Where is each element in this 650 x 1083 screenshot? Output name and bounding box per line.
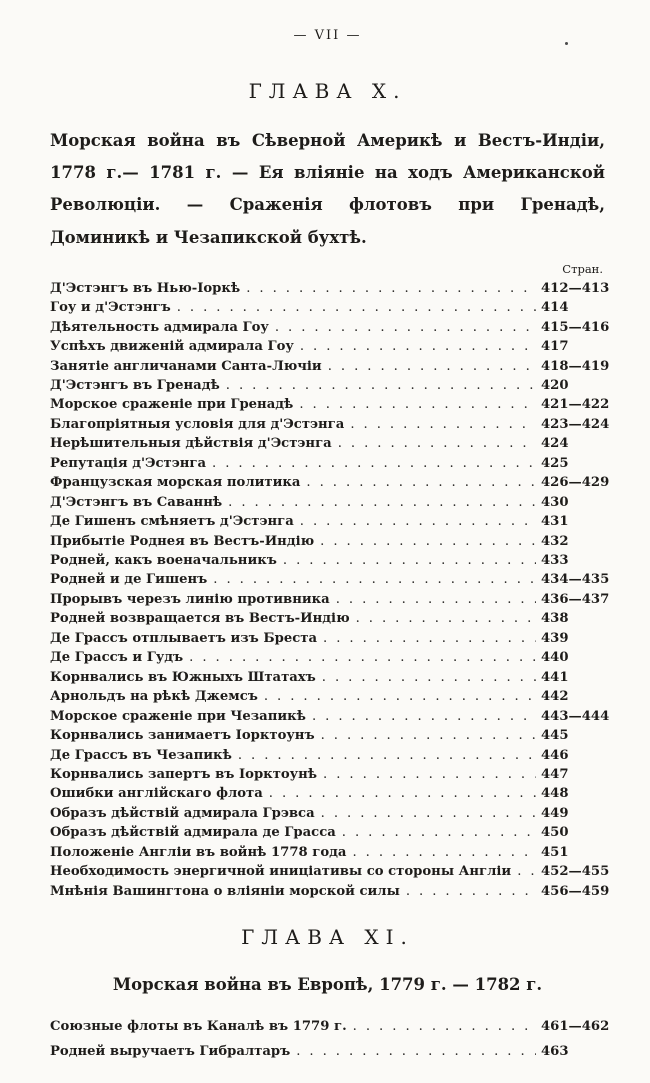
toc-entry-pages: 448 xyxy=(541,786,569,802)
toc-entry xyxy=(50,707,610,726)
toc-entry-title: Корнвались въ Южныхъ Штатахъ xyxy=(50,669,316,685)
toc-entry-title: Прибытіе Роднея въ Вестъ-Индію xyxy=(50,533,315,549)
dot-leader xyxy=(338,434,536,453)
toc-entry-pages: 415—416 xyxy=(541,319,610,335)
toc-entry xyxy=(50,434,605,453)
toc-entry-pages: 431 xyxy=(541,514,569,530)
toc-entry-pages: 447 xyxy=(541,767,569,783)
chapter-x-toc xyxy=(50,279,610,902)
toc-entry-pages: 424 xyxy=(541,436,569,452)
dot-leader xyxy=(300,512,536,531)
toc-entry-pages: 449 xyxy=(541,805,569,821)
toc-entry xyxy=(50,1014,610,1039)
toc-entry-pages: 425 xyxy=(541,455,569,471)
dot-leader xyxy=(323,765,536,784)
toc-entry xyxy=(50,337,605,356)
toc-entry xyxy=(50,843,605,862)
toc-entry-title: Нерѣшительныя дѣйствія д'Эстэнга xyxy=(50,436,332,452)
toc-entry-pages: 433 xyxy=(541,553,569,569)
chapter-x-summary: Морская война въ Сѣверной Америкѣ и Вестъ-Индіи, 1778 г.— 1781 г. — Ея вліяніе на ходъ Американской Революціи. — Сраженія флотовъ при Гренадѣ, Доминикѣ и Чезапикской бухтѣ. xyxy=(50,131,605,247)
toc-entry-pages: 451 xyxy=(541,844,569,860)
toc-entry xyxy=(50,765,605,784)
dot-leader xyxy=(356,609,536,628)
dot-leader xyxy=(350,415,536,434)
toc-entry-title: Репутація д'Эстэнга xyxy=(50,455,207,471)
toc-entry-title: Положеніе Англіи въ войнѣ 1778 года xyxy=(50,844,347,860)
toc-entry-title: Союзные флоты въ Каналѣ въ 1779 г. xyxy=(50,1019,347,1035)
toc-entry-pages: 436—437 xyxy=(541,591,610,607)
toc-entry-title: Морское сраженіе при Гренадѣ xyxy=(50,397,294,413)
toc-entry-pages: 414 xyxy=(541,300,569,316)
toc-entry-title: Корнвались запертъ въ Іорктоунѣ xyxy=(50,767,318,783)
toc-entry-pages: 423—424 xyxy=(541,416,610,432)
toc-entry xyxy=(50,570,610,589)
dot-leader xyxy=(213,570,536,589)
toc-entry xyxy=(50,746,605,765)
toc-entry-pages: 450 xyxy=(541,825,569,841)
dot-leader xyxy=(328,357,536,376)
dot-leader xyxy=(177,298,536,317)
toc-entry-pages: 434—435 xyxy=(541,572,610,588)
toc-entry-title: Корнвались занимаетъ Іорктоунъ xyxy=(50,728,315,744)
toc-entry-pages: 426—429 xyxy=(541,475,610,491)
dot-leader xyxy=(320,532,536,551)
dot-leader xyxy=(299,395,536,414)
toc-entry xyxy=(50,512,605,531)
toc-entry xyxy=(50,648,605,667)
dot-leader xyxy=(306,473,536,492)
chapter-xi-toc xyxy=(50,1014,610,1064)
dot-leader xyxy=(269,784,536,803)
dot-leader xyxy=(321,804,536,823)
dot-leader xyxy=(406,882,536,901)
toc-entry-pages: 440 xyxy=(541,650,569,666)
dot-leader xyxy=(321,726,536,745)
toc-entry-title: Д'Эстэнгъ въ Гренадѣ xyxy=(50,377,220,393)
toc-entry-pages: 463 xyxy=(541,1044,569,1060)
dot-leader xyxy=(264,687,536,706)
toc-entry-title: Благопріятныя условія для д'Эстэнга xyxy=(50,416,345,432)
toc-entry-pages: 461—462 xyxy=(541,1019,610,1035)
toc-entry xyxy=(50,862,610,881)
toc-entry xyxy=(50,376,605,395)
toc-entry xyxy=(50,473,610,492)
pages-column-header: Стран. xyxy=(562,261,603,276)
toc-entry-title: Арнольдъ на рѣкѣ Джемсъ xyxy=(50,689,258,705)
dot-leader xyxy=(312,707,536,726)
toc-entry xyxy=(50,454,605,473)
toc-entry-title: Родней выручаетъ Гибралтаръ xyxy=(50,1044,291,1060)
dot-leader xyxy=(189,648,536,667)
toc-entry xyxy=(50,279,610,298)
dot-leader xyxy=(238,746,536,765)
dot-leader xyxy=(342,823,536,842)
toc-entry-pages: 441 xyxy=(541,669,569,685)
toc-entry-title: Необходимость энергичной иниціативы со стороны Англіи xyxy=(50,864,512,880)
toc-entry-pages: 452—455 xyxy=(541,864,610,880)
toc-entry xyxy=(50,784,605,803)
dot-leader xyxy=(228,493,536,512)
dot-leader xyxy=(336,590,536,609)
toc-entry-pages: 445 xyxy=(541,728,569,744)
chapter-xi-summary: Морская война въ Европѣ, 1779 г. — 1782 г. xyxy=(112,975,543,995)
toc-entry xyxy=(50,804,605,823)
toc-entry-title: Де Грассъ и Гудъ xyxy=(50,650,184,666)
toc-entry-pages: 446 xyxy=(541,747,569,763)
toc-entry-title: Гоу и д'Эстэнгъ xyxy=(50,300,171,316)
toc-entry-title: Д'Эстэнгъ въ Нью-Іоркѣ xyxy=(50,280,241,296)
toc-entry-title: Де Грассъ отплываетъ изъ Бреста xyxy=(50,630,317,646)
dot-leader xyxy=(353,1014,536,1039)
dot-leader xyxy=(517,862,536,881)
toc-entry-title: Родней и де Гишенъ xyxy=(50,572,208,588)
toc-entry xyxy=(50,357,610,376)
toc-entry-title: Успѣхъ движеній адмирала Гоу xyxy=(50,339,294,355)
dot-leader xyxy=(212,454,536,473)
toc-entry-pages: 430 xyxy=(541,494,569,510)
dot-leader xyxy=(352,843,536,862)
toc-entry-pages: 412—413 xyxy=(541,280,610,296)
toc-entry-pages: 442 xyxy=(541,689,569,705)
toc-entry-title: Д'Эстэнгъ въ Саваннѣ xyxy=(50,494,223,510)
toc-entry-pages: 417 xyxy=(541,339,569,355)
toc-entry xyxy=(50,551,605,570)
toc-entry-title: Ошибки англійскаго флота xyxy=(50,786,263,802)
toc-entry xyxy=(50,415,610,434)
toc-entry-title: Де Гишенъ смѣняетъ д'Эстэнга xyxy=(50,514,294,530)
dot-leader xyxy=(275,318,536,337)
toc-entry-pages: 418—419 xyxy=(541,358,610,374)
toc-entry xyxy=(50,590,610,609)
toc-entry-title: Морское сраженіе при Чезапикѣ xyxy=(50,708,306,724)
toc-entry-pages: 456—459 xyxy=(541,883,610,899)
dot-leader xyxy=(283,551,536,570)
toc-entry-pages: 439 xyxy=(541,630,569,646)
dot-leader xyxy=(322,668,536,687)
scan-speck-dot xyxy=(565,42,568,45)
chapter-x-heading: ГЛАВА X. xyxy=(248,79,407,103)
toc-entry xyxy=(50,1039,605,1064)
dot-leader xyxy=(323,629,536,648)
dot-leader xyxy=(226,376,536,395)
toc-entry-title: Де Грассъ въ Чезапикѣ xyxy=(50,747,232,763)
toc-entry-pages: 432 xyxy=(541,533,569,549)
toc-entry xyxy=(50,687,605,706)
toc-entry xyxy=(50,823,605,842)
toc-entry xyxy=(50,882,610,901)
toc-entry xyxy=(50,726,605,745)
toc-entry xyxy=(50,493,605,512)
toc-entry xyxy=(50,298,605,317)
toc-entry-pages: 443—444 xyxy=(541,708,610,724)
toc-entry-title: Прорывъ черезъ линію противника xyxy=(50,591,330,607)
toc-entry-title: Французская морская политика xyxy=(50,475,301,491)
toc-entry-title: Образъ дѣйствій адмирала де Грасса xyxy=(50,825,336,841)
toc-entry xyxy=(50,318,610,337)
toc-entry-title: Дѣятельность адмирала Гоу xyxy=(50,319,269,335)
toc-entry-title: Родней, какъ военачальникъ xyxy=(50,553,277,569)
toc-entry-title: Образъ дѣйствій адмирала Грэвса xyxy=(50,805,315,821)
toc-entry-pages: 421—422 xyxy=(541,397,610,413)
toc-entry xyxy=(50,609,605,628)
page-number: — VII — xyxy=(293,28,362,43)
toc-entry xyxy=(50,668,605,687)
dot-leader xyxy=(246,279,536,298)
chapter-xi-heading: ГЛАВА XI. xyxy=(241,925,414,950)
dot-leader xyxy=(300,337,536,356)
toc-entry-pages: 420 xyxy=(541,377,569,393)
toc-entry-title: Родней возвращается въ Вестъ-Индію xyxy=(50,611,350,627)
toc-entry xyxy=(50,629,605,648)
toc-entry-title: Мнѣнія Вашингтона о вліяніи морской силы xyxy=(50,883,400,899)
toc-entry xyxy=(50,532,605,551)
dot-leader xyxy=(296,1039,536,1064)
toc-entry-pages: 438 xyxy=(541,611,569,627)
toc-entry-title: Занятіе англичанами Санта-Лючіи xyxy=(50,358,322,374)
toc-entry xyxy=(50,395,610,414)
